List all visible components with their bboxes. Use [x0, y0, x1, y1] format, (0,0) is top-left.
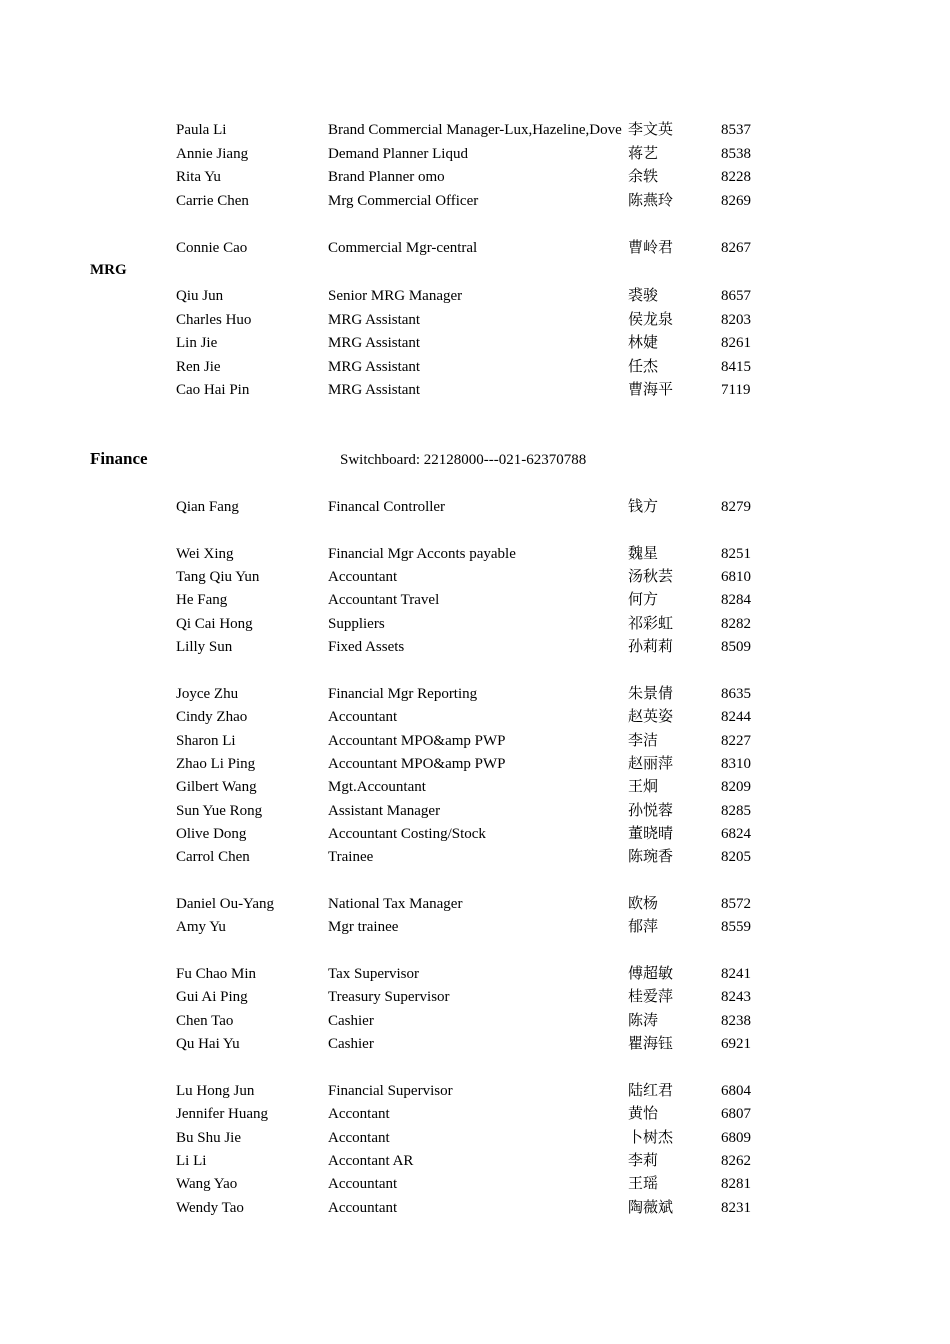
job-title: Financal Controller	[328, 499, 446, 515]
chinese-name: 侯龙泉	[628, 312, 674, 328]
chinese-name: 孙莉莉	[628, 639, 674, 655]
section-heading-mrg: MRG	[90, 262, 127, 278]
job-title: MRG Assistant	[328, 312, 421, 328]
chinese-name: 余轶	[628, 169, 659, 185]
employee-name: Lin Jie	[176, 335, 218, 351]
extension-number: 8559	[721, 919, 751, 935]
extension-number: 8284	[721, 592, 751, 608]
job-title: Commercial Mgr-central	[328, 240, 478, 256]
employee-name: Lu Hong Jun	[176, 1083, 255, 1099]
chinese-name: 任杰	[628, 359, 659, 375]
employee-name: Carrie Chen	[176, 193, 249, 209]
extension-number: 6807	[721, 1106, 751, 1122]
job-title: Mrg Commercial Officer	[328, 193, 479, 209]
job-title: Accountant MPO&amp PWP	[328, 733, 506, 749]
extension-number: 8209	[721, 779, 751, 795]
chinese-name: 欧杨	[628, 896, 659, 912]
chinese-name: 林婕	[628, 335, 659, 351]
job-title: MRG Assistant	[328, 335, 421, 351]
chinese-name: 陈琬香	[628, 849, 674, 865]
chinese-name: 陶薇斌	[628, 1200, 674, 1216]
employee-name: Cindy Zhao	[176, 709, 248, 725]
extension-number: 8203	[721, 312, 751, 328]
extension-number: 8509	[721, 639, 751, 655]
extension-number: 8537	[721, 122, 751, 138]
extension-number: 8262	[721, 1153, 751, 1169]
extension-number: 8285	[721, 803, 751, 819]
chinese-name: 钱方	[628, 499, 659, 515]
job-title: Accountant MPO&amp PWP	[328, 756, 506, 772]
extension-number: 8227	[721, 733, 751, 749]
extension-number: 8282	[721, 616, 751, 632]
extension-number: 8243	[721, 989, 751, 1005]
employee-name: Olive Dong	[176, 826, 247, 842]
job-title: Suppliers	[328, 616, 385, 632]
chinese-name: 赵英姿	[628, 709, 674, 725]
chinese-name: 李文英	[628, 122, 674, 138]
extension-number: 8657	[721, 288, 751, 304]
job-title: MRG Assistant	[328, 382, 421, 398]
extension-number: 8310	[721, 756, 751, 772]
job-title: National Tax Manager	[328, 896, 463, 912]
chinese-name: 黄怡	[628, 1106, 659, 1122]
job-title: Accountant	[328, 709, 398, 725]
job-title: Accontant	[328, 1106, 390, 1122]
employee-name: Connie Cao	[176, 240, 248, 256]
employee-name: Wendy Tao	[176, 1200, 244, 1216]
chinese-name: 李洁	[628, 733, 659, 749]
chinese-name: 朱景倩	[628, 686, 674, 702]
job-title: Accontant AR	[328, 1153, 414, 1169]
employee-name: Tang Qiu Yun	[176, 569, 260, 585]
chinese-name: 曹岭君	[628, 240, 674, 256]
section-heading-finance: Finance	[90, 449, 148, 468]
job-title: Mgt.Accountant	[328, 779, 426, 795]
job-title: Accontant	[328, 1130, 390, 1146]
chinese-name: 傅超敏	[628, 966, 674, 982]
job-title: Accountant	[328, 1176, 398, 1192]
employee-name: Ren Jie	[176, 359, 221, 375]
employee-name: Zhao Li Ping	[176, 756, 256, 772]
employee-name: Wang Yao	[176, 1176, 238, 1192]
employee-name: Qian Fang	[176, 499, 239, 515]
employee-name: Rita Yu	[176, 169, 221, 185]
extension-number: 8538	[721, 146, 751, 162]
extension-number: 7119	[721, 382, 751, 398]
chinese-name: 王瑶	[628, 1176, 659, 1192]
job-title: Accountant Costing/Stock	[328, 826, 486, 842]
employee-name: Jennifer Huang	[176, 1106, 269, 1122]
job-title: Cashier	[328, 1036, 374, 1052]
extension-number: 8228	[721, 169, 751, 185]
chinese-name: 王炯	[628, 779, 659, 795]
extension-number: 8635	[721, 686, 751, 702]
employee-name: He Fang	[176, 592, 228, 608]
chinese-name: 曹海平	[628, 382, 674, 398]
employee-name: Qu Hai Yu	[176, 1036, 240, 1052]
extension-number: 8281	[721, 1176, 751, 1192]
extension-number: 8251	[721, 546, 751, 562]
extension-number: 8415	[721, 359, 751, 375]
employee-name: Bu Shu Jie	[176, 1130, 242, 1146]
job-title: Accountant Travel	[328, 592, 440, 608]
job-title: Financial Mgr Reporting	[328, 686, 478, 702]
chinese-name: 汤秋芸	[628, 569, 674, 585]
employee-name: Fu Chao Min	[176, 966, 257, 982]
extension-number: 6804	[721, 1083, 751, 1099]
employee-name: Amy Yu	[176, 919, 226, 935]
job-title: Treasury Supervisor	[328, 989, 450, 1005]
job-title: Assistant Manager	[328, 803, 441, 819]
chinese-name: 陈燕玲	[628, 193, 674, 209]
job-title: Accountant	[328, 569, 398, 585]
extension-number: 6810	[721, 569, 751, 585]
chinese-name: 桂爱萍	[628, 989, 674, 1005]
extension-number: 8572	[721, 896, 751, 912]
job-title: Senior MRG Manager	[328, 288, 463, 304]
employee-name: Joyce Zhu	[176, 686, 239, 702]
extension-number: 8244	[721, 709, 751, 725]
chinese-name: 孙悦蓉	[628, 803, 674, 819]
job-title: Brand Planner omo	[328, 169, 445, 185]
switchboard-number: Switchboard: 22128000---021-62370788	[340, 452, 587, 468]
chinese-name: 祁彩虹	[628, 616, 674, 632]
job-title: Financial Supervisor	[328, 1083, 453, 1099]
extension-number: 8231	[721, 1200, 751, 1216]
chinese-name: 陆红君	[628, 1083, 674, 1099]
chinese-name: 魏星	[628, 546, 659, 562]
chinese-name: 李莉	[628, 1153, 659, 1169]
chinese-name: 何方	[628, 592, 659, 608]
employee-name: Charles Huo	[176, 312, 252, 328]
extension-number: 8269	[721, 193, 751, 209]
job-title: Trainee	[328, 849, 374, 865]
employee-name: Qi Cai Hong	[176, 616, 253, 632]
employee-name: Cao Hai Pin	[176, 382, 250, 398]
extension-number: 8205	[721, 849, 751, 865]
employee-name: Gui Ai Ping	[176, 989, 248, 1005]
extension-number: 8238	[721, 1013, 751, 1029]
employee-name: Wei Xing	[176, 546, 234, 562]
employee-name: Sun Yue Rong	[176, 803, 263, 819]
employee-name: Lilly Sun	[176, 639, 233, 655]
chinese-name: 卜树杰	[628, 1130, 674, 1146]
employee-name: Qiu Jun	[176, 288, 224, 304]
extension-number: 8241	[721, 966, 751, 982]
job-title: Financial Mgr Acconts payable	[328, 546, 516, 562]
extension-number: 6824	[721, 826, 751, 842]
extension-number: 8261	[721, 335, 751, 351]
job-title: MRG Assistant	[328, 359, 421, 375]
extension-number: 8267	[721, 240, 751, 256]
chinese-name: 郁萍	[628, 919, 659, 935]
chinese-name: 裘骏	[628, 288, 659, 304]
chinese-name: 瞿海钰	[628, 1036, 674, 1052]
job-title: Accountant	[328, 1200, 398, 1216]
job-title: Fixed Assets	[328, 639, 405, 655]
employee-name: Li Li	[176, 1153, 207, 1169]
chinese-name: 陈涛	[628, 1013, 659, 1029]
chinese-name: 蒋艺	[628, 146, 659, 162]
job-title: Brand Commercial Manager-Lux,Hazeline,Dove	[328, 122, 622, 138]
employee-name: Gilbert Wang	[176, 779, 257, 795]
extension-number: 6809	[721, 1130, 751, 1146]
extension-number: 8279	[721, 499, 751, 515]
employee-name: Sharon Li	[176, 733, 236, 749]
chinese-name: 赵丽萍	[628, 756, 674, 772]
job-title: Demand Planner Liqud	[328, 146, 468, 162]
chinese-name: 董晓晴	[628, 826, 674, 842]
job-title: Cashier	[328, 1013, 374, 1029]
employee-name: Carrol Chen	[176, 849, 250, 865]
employee-name: Daniel Ou-Yang	[176, 896, 275, 912]
employee-name: Paula Li	[176, 122, 227, 138]
employee-name: Chen Tao	[176, 1013, 234, 1029]
employee-name: Annie Jiang	[176, 146, 249, 162]
extension-number: 6921	[721, 1036, 751, 1052]
job-title: Tax Supervisor	[328, 966, 420, 982]
job-title: Mgr trainee	[328, 919, 399, 935]
